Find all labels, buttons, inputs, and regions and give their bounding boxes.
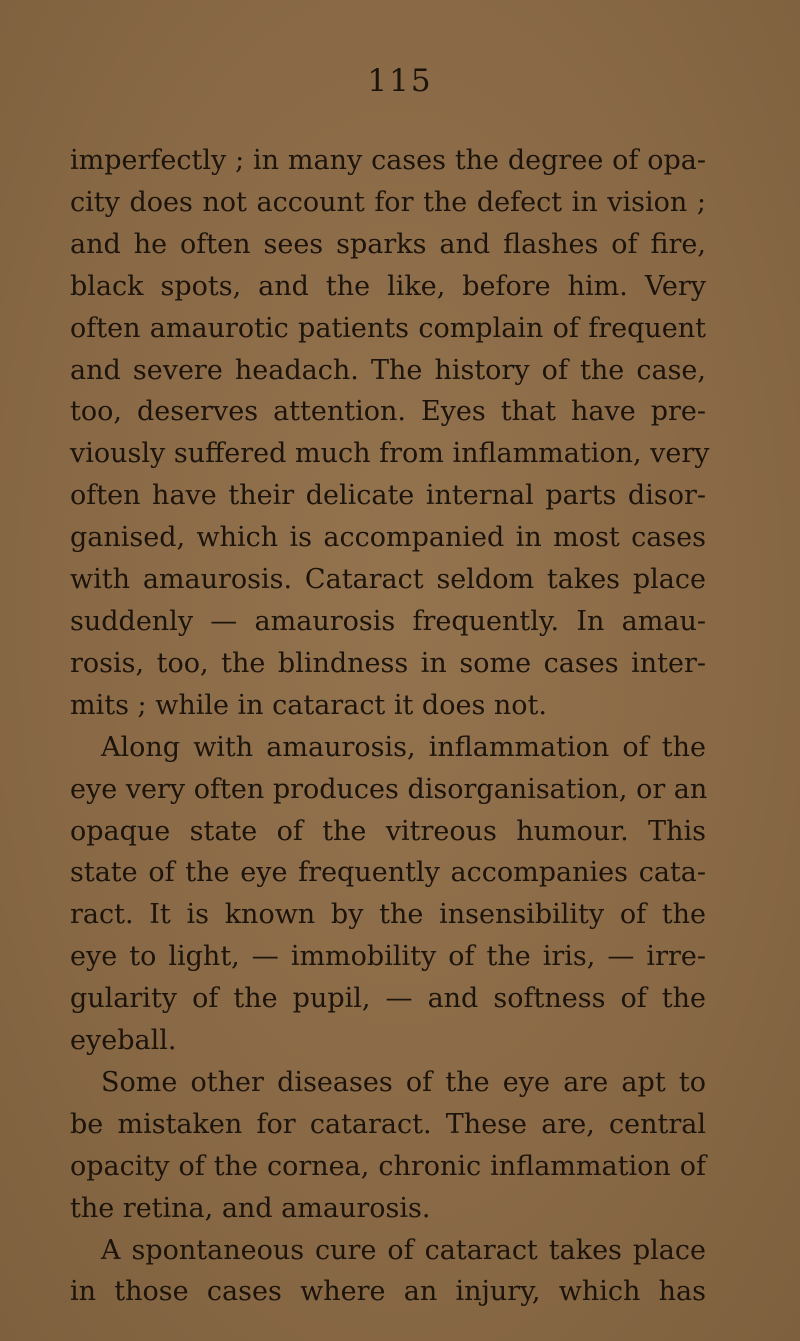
text-line: state of the eye frequently accompanies cata-	[70, 857, 706, 889]
text-line: imperfectly ; in many cases the degree of opa-	[70, 145, 706, 176]
text-line: ganised, which is accompanied in most cases	[70, 522, 706, 554]
paragraph-start-line: Some other diseases of the eye are apt to	[101, 1066, 706, 1098]
text-line: too, deserves attention. Eyes that have pre-	[70, 396, 706, 428]
text-line: and severe headach. The history of the case,	[70, 354, 706, 386]
text-line: and he often sees sparks and flashes of fire,	[70, 228, 706, 260]
page-number: 115	[367, 63, 433, 99]
text-line: eye very often produces disorganisation, or an	[70, 773, 708, 805]
text-line: opacity of the cornea, chronic inflammation of	[70, 1150, 706, 1182]
text-line: suddenly — amaurosis frequently. In amau-	[70, 605, 706, 637]
text-line: often amaurotic patients complain of frequent	[70, 312, 706, 344]
text-line: city does not account for the defect in vision ;	[70, 186, 706, 218]
text-line: eye to light, — immobility of the iris, — irre-	[70, 941, 706, 973]
text-line: mits ; while in cataract it does not.	[70, 689, 547, 721]
paragraph-start-line: A spontaneous cure of cataract takes place	[101, 1234, 706, 1266]
text-line: often have their delicate internal parts disor-	[70, 480, 706, 512]
body-text	[70, 140, 710, 1313]
text-line: opaque state of the vitreous humour. This	[70, 815, 706, 847]
text-line: ract. It is known by the insensibility of the	[70, 899, 706, 931]
text-line: gularity of the pupil, — and softness of the	[70, 983, 706, 1015]
text-line: eyeball.	[70, 1025, 177, 1057]
text-line: be mistaken for cataract. These are, central	[70, 1108, 706, 1140]
text-line: the retina, and amaurosis.	[70, 1192, 431, 1224]
text-line: with amaurosis. Cataract seldom takes place	[70, 564, 706, 596]
text-line: black spots, and the like, before him. Very	[70, 270, 706, 302]
text-line: viously suffered much from inflammation, very	[70, 438, 710, 470]
paragraph-start-line: Along with amaurosis, inflammation of the	[101, 731, 706, 763]
text-line: in those cases where an injury, which has	[70, 1276, 706, 1308]
text-line: rosis, too, the blindness in some cases inter-	[70, 647, 706, 679]
